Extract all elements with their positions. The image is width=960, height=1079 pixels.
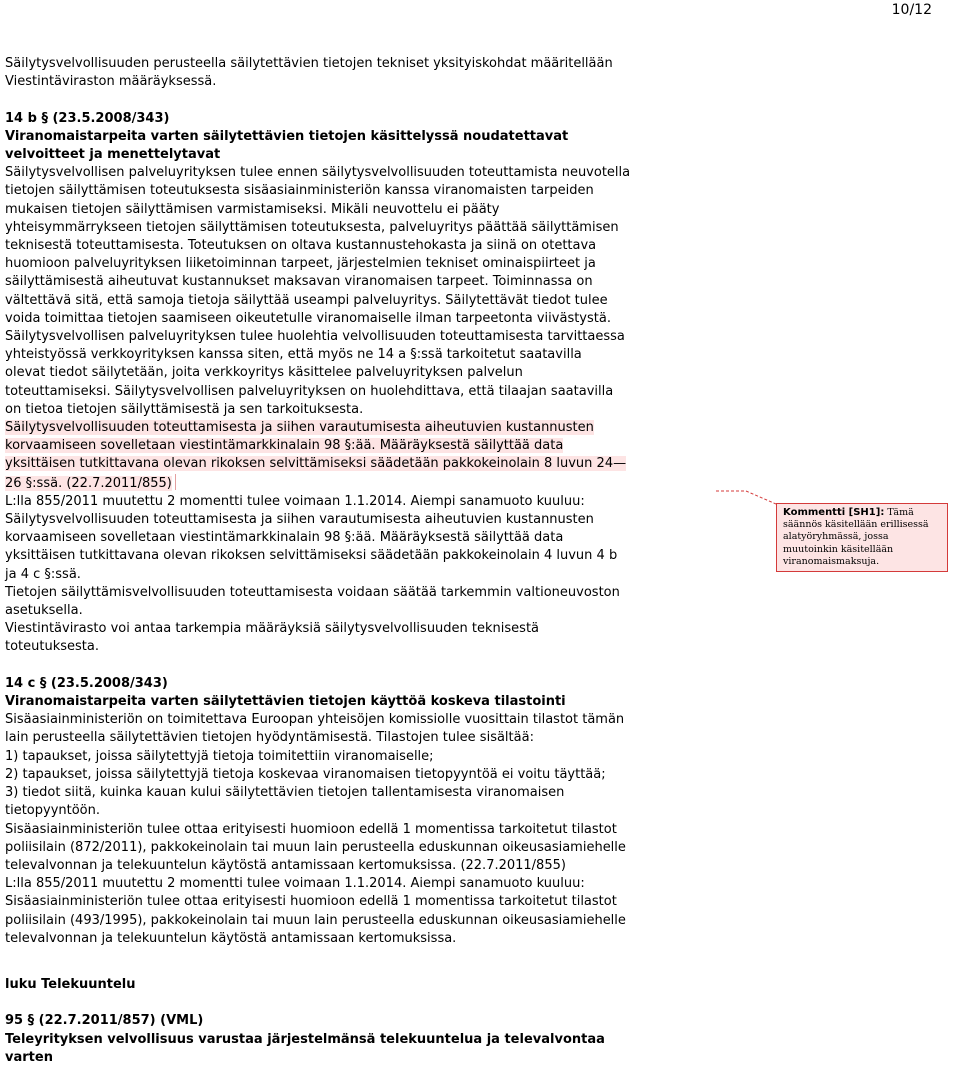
line-text: vältettävä sitä, että samoja tietoja säilyttää useampi palveluyritys. Säilytettävät tiedot tulee (5, 292, 608, 308)
text-line (5, 310, 721, 328)
text-line (5, 437, 721, 455)
text-line (5, 474, 721, 493)
text-line (5, 110, 721, 128)
line-text: tietojen säilyttämisen toteutuksesta sisäasiainministeriön kanssa viranomaisten tarpeiden (5, 183, 594, 199)
text-line (5, 511, 721, 529)
comment-connector (716, 489, 778, 509)
text-line (5, 976, 721, 994)
comment-anchor-mark (175, 474, 176, 490)
line-text: Sisäasiainministeriön tulee ottaa erityisesti huomioon edellä 1 momentissa tarkoitetut tilastot (5, 821, 617, 837)
text-line (5, 839, 721, 857)
line-text: tietopyyntöön. (5, 803, 101, 819)
line-text: poliisilain (493/1995), pakkokeinolain tai muun lain perusteella eduskunnan oikeusasiamiehelle (5, 912, 626, 928)
text-line (5, 1012, 721, 1030)
line-text: on tietoa tietojen säilyttämisestä ja sen tarkoituksesta. (5, 401, 364, 417)
line-text: huomioon palveluyrityksen liiketoiminnan tarpeet, järjestelmien tekniset ominaispiirteet ja (5, 256, 596, 272)
text-line (5, 547, 721, 565)
text-line (5, 638, 721, 656)
line-text: yhteistyössä verkkoyrityksen kanssa siten, että myös ne 14 a §:ssä tarkoitetut saatavilla (5, 347, 582, 363)
text-line (5, 73, 721, 91)
text-line (5, 201, 721, 219)
text-line (5, 821, 721, 839)
text-line (5, 328, 721, 346)
line-text: 2) tapaukset, joissa säilytettyjä tietoja koskevaa viranomaisen tietopyyntöä ei voitu täyttää; (5, 766, 606, 782)
line-text: mukaisen tietojen säilyttämisen varmistamiseksi. Mikäli neuvottelu ei pääty (5, 201, 500, 217)
text-line (5, 893, 721, 911)
text-line (5, 584, 721, 602)
line-text: yksittäisen tutkittavana olevan rikoksen selvittämiseksi säädetään pakkokeinolain 4 luvun 4 b (5, 548, 618, 564)
line-text: toteuttamiseksi. Säilytysvelvollisen palveluyrityksen on huolehdittava, että tilaajan saatavilla (5, 383, 614, 399)
document-body (5, 55, 721, 1067)
line-text: 1) tapaukset, joissa säilytettyjä tietoja toimitettiin viranomaiselle; (5, 748, 434, 764)
spacer (5, 948, 721, 976)
line-text: Viranomaistarpeita varten säilytettävien tietojen käyttöä koskeva tilastointi (5, 694, 566, 710)
comment-text: Tämä säännös käsitellään erillisessä alatyöryhmässä, jossa muutoinkin käsitellään viranomaismaksuja. (783, 507, 929, 567)
line-text: säilyttämisestä aiheutuvat kustannukset maksavan viranomaisen tarpeet. Toiminnassa on (5, 274, 593, 290)
line-text: Viranomaistarpeita varten säilytettävien tietojen käsittelyssä noudatettavat (5, 128, 569, 144)
line-text: 14 b § (23.5.2008/343) (5, 110, 170, 126)
line-text: yksittäisen tutkittavana olevan rikoksen selvittämiseksi säädetään pakkokeinolain 8 luvun 24— (5, 456, 627, 472)
line-text: voida toimittaa tietojen saamiseen oikeutetulle viranomaiselle ilman tarpeetonta viivästystä. (5, 310, 611, 326)
line-text: Sisäasiainministeriön on toimitettava Euroopan yhteisöjen komissiolle vuosittain tilastot tämän (5, 712, 625, 728)
text-line (5, 146, 721, 164)
line-text: Viestintävirasto voi antaa tarkempia määräyksiä säilytysvelvollisuuden teknisestä (5, 621, 540, 637)
line-text: luku Telekuuntelu (5, 976, 136, 992)
text-line (5, 602, 721, 620)
spacer (5, 994, 721, 1012)
line-text: Säilytysvelvollisuuden toteuttamisesta ja siihen varautumisesta aiheutuvien kustannusten (5, 512, 594, 528)
line-text: L:lla 855/2011 muutettu 2 momentti tulee voimaan 1.1.2014. Aiempi sanamuoto kuuluu: (5, 876, 585, 892)
text-line (5, 693, 721, 711)
line-text: velvoitteet ja menettelytavat (5, 147, 221, 162)
line-text: Tietojen säilyttämisvelvollisuuden toteuttamisesta voidaan säätää tarkemmin valtioneuvoston (5, 584, 620, 600)
text-line (5, 784, 721, 802)
text-line (5, 383, 721, 401)
text-line (5, 255, 721, 273)
text-line (5, 748, 721, 766)
text-line (5, 766, 721, 784)
line-text: olevat tiedot säilytetään, joita verkkoyritys käsittelee palveluyrityksen palvelun (5, 365, 523, 381)
text-line (5, 711, 721, 729)
text-line (5, 875, 721, 893)
line-text: Säilytysvelvollisen palveluyrityksen tulee ennen säilytysvelvollisuuden toteuttamista neuvotella (5, 165, 631, 181)
line-text: Sisäasiainministeriön tulee ottaa erityisesti huomioon edellä 1 momentissa tarkoitetut tilastot (5, 894, 617, 910)
line-text: Säilytysvelvollisen palveluyrityksen tulee huolehtia velvollisuuden toteuttamisesta tarvittaessa (5, 329, 625, 345)
text-line (5, 1049, 721, 1067)
line-text: korvaamiseen sovelletaan viestintämarkkinalain 98 §:ää. Määräyksestä säilyttää data (5, 530, 564, 546)
text-line (5, 419, 721, 437)
text-line (5, 493, 721, 511)
text-line (5, 128, 721, 146)
text-line (5, 164, 721, 182)
text-line (5, 273, 721, 291)
comment-balloon[interactable] (776, 503, 948, 572)
comment-author: Kommentti [SH1]: (783, 507, 885, 518)
text-line (5, 729, 721, 747)
text-line (5, 529, 721, 547)
line-text: 14 c § (23.5.2008/343) (5, 675, 168, 691)
spacer (5, 91, 721, 109)
text-line (5, 455, 721, 473)
line-text: 95 § (22.7.2011/857) (VML) (5, 1013, 204, 1029)
text-line (5, 620, 721, 638)
text-line (5, 364, 721, 382)
text-line (5, 802, 721, 820)
text-line (5, 857, 721, 875)
line-text: varten (5, 1049, 53, 1065)
line-text: Säilytysvelvollisuuden toteuttamisesta ja siihen varautumisesta aiheutuvien kustannusten (5, 420, 594, 436)
line-text: korvaamiseen sovelletaan viestintämarkkinalain 98 §:ää. Määräyksestä säilyttää data (5, 438, 564, 454)
text-line (5, 219, 721, 237)
line-text: L:lla 855/2011 muutettu 2 momentti tulee voimaan 1.1.2014. Aiempi sanamuoto kuuluu: (5, 493, 585, 509)
line-text: toteutuksesta. (5, 639, 99, 655)
text-line (5, 401, 721, 419)
line-text: poliisilain (872/2011), pakkokeinolain tai muun lain perusteella eduskunnan oikeusasiamiehelle (5, 839, 626, 855)
line-text: lain perusteella säilytettävien tietojen hyödyntämisestä. Tilastojen tulee sisältää: (5, 730, 534, 746)
text-line (5, 237, 721, 255)
text-line (5, 346, 721, 364)
line-text: 26 §:ssä. (22.7.2011/855) (5, 475, 172, 491)
line-text: Säilytysvelvollisuuden perusteella säilytettävien tietojen tekniset yksityiskohdat määritellään (5, 56, 613, 71)
line-text: teknisestä toteuttamisesta. Toteutuksen on oltava kustannustehokasta ja siinä on otettava (5, 238, 597, 254)
text-line (5, 1031, 721, 1049)
line-text: 3) tiedot siitä, kuinka kauan kului säilytettävien tietojen tallentamisesta viranomaisen (5, 785, 565, 801)
text-line (5, 912, 721, 930)
page-number: 10/12 (891, 2, 932, 18)
line-text: Teleyrityksen velvollisuus varustaa järjestelmänsä telekuuntelua ja televalvontaa (5, 1031, 605, 1047)
text-line (5, 566, 721, 584)
text-line (5, 675, 721, 693)
text-line (5, 182, 721, 200)
line-text: Viestintäviraston määräyksessä. (5, 74, 217, 90)
text-line (5, 292, 721, 310)
line-text: ja 4 c §:ssä. (5, 566, 81, 582)
line-text: asetuksella. (5, 603, 83, 619)
text-line (5, 55, 721, 73)
line-text: televalvonnan ja telekuuntelun käytöstä antamissaan kertomuksissa. (22.7.2011/855) (5, 857, 566, 873)
text-line (5, 930, 721, 948)
spacer (5, 657, 721, 675)
line-text: yhteisymmärrykseen tietojen säilyttämisen toteutuksesta, palveluyritys päättää säilyttämisen (5, 219, 619, 235)
line-text: televalvonnan ja telekuuntelun käytöstä antamissaan kertomuksissa. (5, 930, 457, 946)
